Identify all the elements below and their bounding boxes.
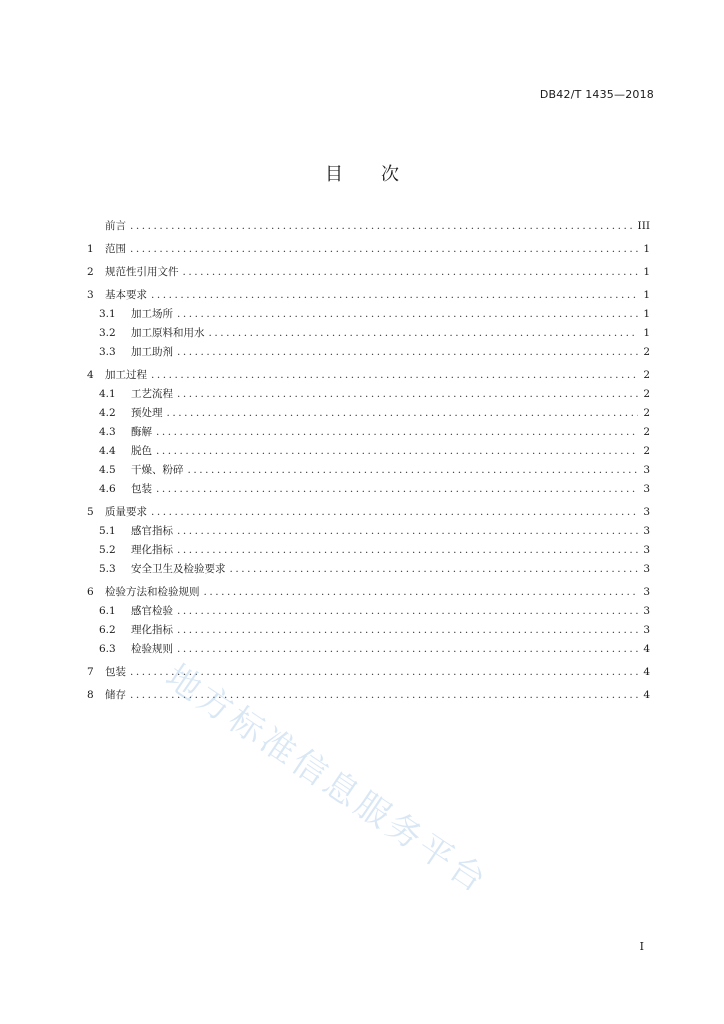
toc-entry-label: 前言	[105, 220, 126, 232]
toc-entry-page: III	[637, 220, 650, 232]
toc-entry-label: 感官指标	[131, 525, 173, 537]
toc-entry[interactable]	[87, 241, 650, 260]
toc-leader-dots	[156, 483, 638, 495]
toc-leader-dots	[130, 243, 638, 255]
toc-entry-number: 3	[87, 289, 94, 301]
toc-leader-dots	[156, 445, 638, 457]
toc-entry[interactable]	[87, 344, 650, 363]
toc-entry-label: 加工过程	[105, 369, 147, 381]
toc-entry-number: 3.2	[99, 327, 116, 339]
toc-entry-page: 3	[643, 563, 650, 575]
toc-entry[interactable]	[87, 287, 650, 306]
toc-entry-number: 8	[87, 689, 94, 701]
toc-leader-dots	[177, 308, 638, 320]
toc-entry-number: 4	[87, 369, 94, 381]
toc-entry[interactable]	[87, 325, 650, 344]
toc-entry[interactable]	[87, 424, 650, 443]
toc-entry-page: 4	[643, 666, 650, 678]
toc-entry[interactable]	[87, 462, 650, 481]
toc-entry[interactable]	[87, 504, 650, 523]
toc-entry-number: 5	[87, 506, 94, 518]
toc-entry-label: 理化指标	[131, 544, 173, 556]
toc-entry-number: 6.1	[99, 605, 116, 617]
toc-entry-page: 2	[643, 426, 650, 438]
toc-entry[interactable]	[87, 386, 650, 405]
toc-entry-page: 1	[643, 327, 650, 339]
toc-leader-dots	[177, 544, 638, 556]
document-code: DB42/T 1435—2018	[539, 88, 654, 101]
toc-leader-dots	[177, 624, 638, 636]
toc-leader-dots	[183, 266, 639, 278]
watermark: 地方标准信息服务平台	[158, 656, 496, 903]
toc-entry-number: 6.3	[99, 643, 116, 655]
toc-entry-label: 安全卫生及检验要求	[131, 563, 226, 575]
page-number: I	[639, 940, 644, 953]
toc-entry-page: 1	[643, 243, 650, 255]
toc-entry-page: 3	[643, 586, 650, 598]
toc-entry-label: 加工助剂	[131, 346, 173, 358]
toc-entry-label: 理化指标	[131, 624, 173, 636]
toc-entry[interactable]	[87, 584, 650, 603]
toc-entry-page: 3	[643, 624, 650, 636]
toc-leader-dots	[188, 464, 639, 476]
toc-entry-label: 规范性引用文件	[105, 266, 179, 278]
toc-entry-page: 1	[643, 308, 650, 320]
toc-entry-page: 3	[643, 544, 650, 556]
toc-entry-label: 范围	[105, 243, 126, 255]
table-of-contents	[87, 218, 650, 706]
toc-entry-label: 干燥、粉碎	[131, 464, 184, 476]
toc-entry-number: 1	[87, 243, 94, 255]
toc-entry-page: 2	[643, 445, 650, 457]
toc-entry-page: 2	[643, 346, 650, 358]
toc-entry[interactable]	[87, 603, 650, 622]
toc-entry-page: 1	[643, 289, 650, 301]
toc-leader-dots	[167, 407, 639, 419]
toc-entry[interactable]	[87, 561, 650, 580]
toc-leader-dots	[204, 586, 639, 598]
page-title	[0, 160, 724, 186]
toc-entry-page: 2	[643, 369, 650, 381]
toc-entry-label: 工艺流程	[131, 388, 173, 400]
toc-entry-number: 5.3	[99, 563, 116, 575]
toc-leader-dots	[130, 220, 634, 232]
toc-entry-label: 检验方法和检验规则	[105, 586, 200, 598]
toc-entry-page: 4	[643, 643, 650, 655]
toc-leader-dots	[230, 563, 639, 575]
toc-entry[interactable]	[87, 641, 650, 660]
toc-entry-label: 检验规则	[131, 643, 173, 655]
toc-leader-dots	[151, 506, 638, 518]
toc-leader-dots	[151, 369, 638, 381]
toc-entry-number: 3.3	[99, 346, 116, 358]
toc-entry-page: 3	[643, 464, 650, 476]
toc-entry-label: 加工场所	[131, 308, 173, 320]
toc-entry[interactable]	[87, 443, 650, 462]
toc-entry-number: 7	[87, 666, 94, 678]
toc-entry-page: 3	[643, 525, 650, 537]
toc-entry[interactable]	[87, 622, 650, 641]
toc-entry-page: 3	[643, 483, 650, 495]
toc-entry-number: 6.2	[99, 624, 116, 636]
title-char-1: 目	[325, 164, 343, 185]
toc-entry-page: 2	[643, 388, 650, 400]
toc-leader-dots	[177, 643, 638, 655]
toc-entry-page: 1	[643, 266, 650, 278]
toc-entry[interactable]	[87, 523, 650, 542]
toc-entry[interactable]	[87, 405, 650, 424]
toc-entry-label: 脱色	[131, 445, 152, 457]
toc-entry[interactable]	[87, 481, 650, 500]
toc-entry-page: 2	[643, 407, 650, 419]
toc-entry-number: 5.1	[99, 525, 116, 537]
toc-entry-number: 4.2	[99, 407, 116, 419]
toc-entry-number: 6	[87, 586, 94, 598]
toc-entry-number: 4.4	[99, 445, 116, 457]
toc-entry[interactable]	[87, 264, 650, 283]
toc-entry-number: 4.5	[99, 464, 116, 476]
toc-entry-label: 包装	[105, 666, 126, 678]
toc-entry[interactable]	[87, 542, 650, 561]
toc-entry-number: 2	[87, 266, 94, 278]
toc-entry-label: 感官检验	[131, 605, 173, 617]
toc-entry-page: 3	[643, 506, 650, 518]
toc-entry-label: 加工原料和用水	[131, 327, 205, 339]
toc-entry-page: 4	[643, 689, 650, 701]
toc-leader-dots	[177, 388, 638, 400]
toc-entry-number: 3.1	[99, 308, 116, 320]
title-char-2: 次	[381, 164, 399, 185]
toc-entry-number: 4.3	[99, 426, 116, 438]
toc-leader-dots	[177, 525, 638, 537]
toc-leader-dots	[177, 346, 638, 358]
toc-entry-number: 5.2	[99, 544, 116, 556]
toc-entry[interactable]	[87, 218, 650, 237]
toc-entry-label: 包装	[131, 483, 152, 495]
toc-entry[interactable]	[87, 306, 650, 325]
toc-leader-dots	[151, 289, 638, 301]
toc-entry[interactable]	[87, 367, 650, 386]
toc-entry-label: 储存	[105, 689, 126, 701]
toc-entry-number: 4.1	[99, 388, 116, 400]
toc-entry-label: 预处理	[131, 407, 163, 419]
toc-leader-dots	[209, 327, 639, 339]
toc-entry-label: 基本要求	[105, 289, 147, 301]
toc-leader-dots	[156, 426, 638, 438]
toc-leader-dots	[177, 605, 638, 617]
toc-entry-page: 3	[643, 605, 650, 617]
toc-entry-label: 酶解	[131, 426, 152, 438]
toc-entry-number: 4.6	[99, 483, 116, 495]
toc-entry-label: 质量要求	[105, 506, 147, 518]
